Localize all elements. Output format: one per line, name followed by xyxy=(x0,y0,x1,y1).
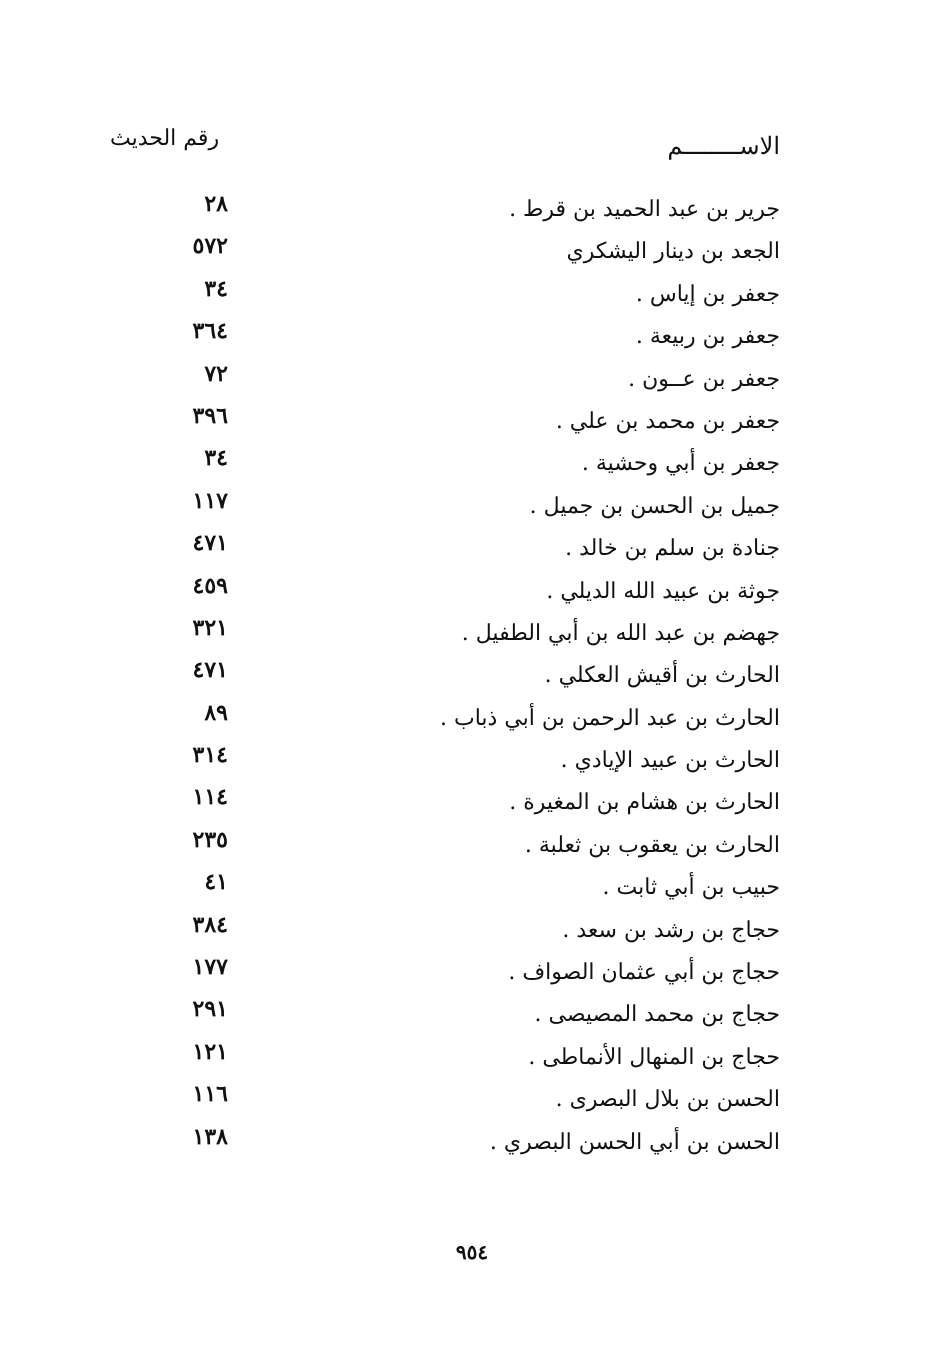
list-item xyxy=(110,1073,780,1115)
list-item xyxy=(110,946,780,988)
narrator-name: الحسن بن أبي الحسن البصري . xyxy=(489,1129,780,1155)
narrator-name: الحارث بن عبد الرحمن بن أبي ذباب . xyxy=(440,705,780,731)
hadith-number: ٣٩٦ xyxy=(192,402,228,429)
list-item xyxy=(110,183,780,225)
hadith-number: ٣٢١ xyxy=(192,614,228,641)
narrator-name: جنادة بن سلم بن خالد . xyxy=(565,536,780,562)
narrator-name: جعفر بن عــون . xyxy=(628,366,780,392)
narrator-name: حجاج بن رشد بن سعد . xyxy=(562,917,780,943)
index-list xyxy=(110,183,780,1158)
number-column-heading: رقم الحديث xyxy=(110,126,220,151)
hadith-number: ٨٩ xyxy=(204,699,228,726)
hadith-number: ٤١ xyxy=(204,869,228,896)
narrator-name: حجاج بن محمد المصيصى . xyxy=(534,1002,780,1028)
narrator-name: جعفر بن إياس . xyxy=(635,281,780,307)
list-item xyxy=(110,861,780,903)
hadith-number: ٣١٤ xyxy=(192,742,228,769)
list-item xyxy=(110,522,780,564)
hadith-number: ٣٨٤ xyxy=(192,911,228,938)
list-item xyxy=(110,395,780,437)
list-item xyxy=(110,437,780,479)
list-item xyxy=(110,353,780,395)
hadith-number: ٢٨ xyxy=(204,191,228,217)
narrator-name: جوثة بن عبيد الله الديلي . xyxy=(546,578,780,604)
narrator-name: الحارث بن هشام بن المغيرة . xyxy=(509,790,780,816)
hadith-number: ٣٦٤ xyxy=(192,318,228,345)
narrator-name: جعفر بن محمد بن علي . xyxy=(555,408,780,434)
list-item xyxy=(110,607,780,649)
narrator-name: حبيب بن أبي ثابت . xyxy=(602,875,780,901)
narrator-name: الجعد بن دينار اليشكري xyxy=(566,239,780,265)
list-item xyxy=(110,904,780,946)
list-item xyxy=(110,565,780,607)
hadith-number: ٣٤ xyxy=(204,275,228,302)
hadith-number: ١١٤ xyxy=(192,784,228,811)
narrator-name: الحارث بن عبيد الإيادي . xyxy=(560,748,780,774)
narrator-name: حجاج بن المنهال الأنماطى . xyxy=(528,1044,780,1070)
narrator-name: جعفر بن ربيعة . xyxy=(635,324,780,350)
list-item xyxy=(110,1031,780,1073)
hadith-number: ٤٧١ xyxy=(192,530,228,557)
list-item xyxy=(110,268,780,310)
narrator-name: جهضم بن عبد الله بن أبي الطفيل . xyxy=(461,620,780,646)
narrator-name: الحارث بن أقيش العكلي . xyxy=(544,663,780,689)
page-number: ٩٥٤ xyxy=(455,1240,489,1264)
list-item xyxy=(110,734,780,776)
list-item xyxy=(110,225,780,267)
hadith-number: ١٢١ xyxy=(192,1038,228,1065)
hadith-number: ٤٧١ xyxy=(192,657,228,684)
narrator-name: جرير بن عبد الحميد بن قرط . xyxy=(509,197,780,222)
hadith-number: ١١٧ xyxy=(192,487,228,514)
list-item xyxy=(110,480,780,522)
narrator-name: جميل بن الحسن بن جميل . xyxy=(529,493,780,519)
hadith-number: ١٣٨ xyxy=(192,1123,228,1150)
hadith-number: ١١٦ xyxy=(192,1081,228,1108)
narrator-name: حجاج بن أبي عثمان الصواف . xyxy=(508,960,780,986)
hadith-number: ٢٣٥ xyxy=(192,826,228,853)
narrator-name: الحارث بن يعقوب بن ثعلبة . xyxy=(524,832,780,858)
hadith-number: ٣٤ xyxy=(204,445,228,472)
list-item xyxy=(110,988,780,1030)
list-item xyxy=(110,1116,780,1158)
hadith-number: ٥٧٢ xyxy=(192,233,228,260)
list-item xyxy=(110,310,780,352)
hadith-number: ٤٥٩ xyxy=(192,572,228,599)
list-item xyxy=(110,776,780,818)
narrator-name: الحسن بن بلال البصرى . xyxy=(555,1087,780,1113)
narrator-name: جعفر بن أبي وحشية . xyxy=(581,451,780,477)
hadith-number: ١٧٧ xyxy=(192,954,228,981)
hadith-number: ٧٢ xyxy=(204,360,228,387)
table-header xyxy=(110,122,780,172)
list-item xyxy=(110,692,780,734)
hadith-number: ٢٩١ xyxy=(192,996,228,1023)
list-item xyxy=(110,649,780,691)
list-item xyxy=(110,819,780,861)
name-column-heading: الاســــــــم xyxy=(667,132,780,160)
